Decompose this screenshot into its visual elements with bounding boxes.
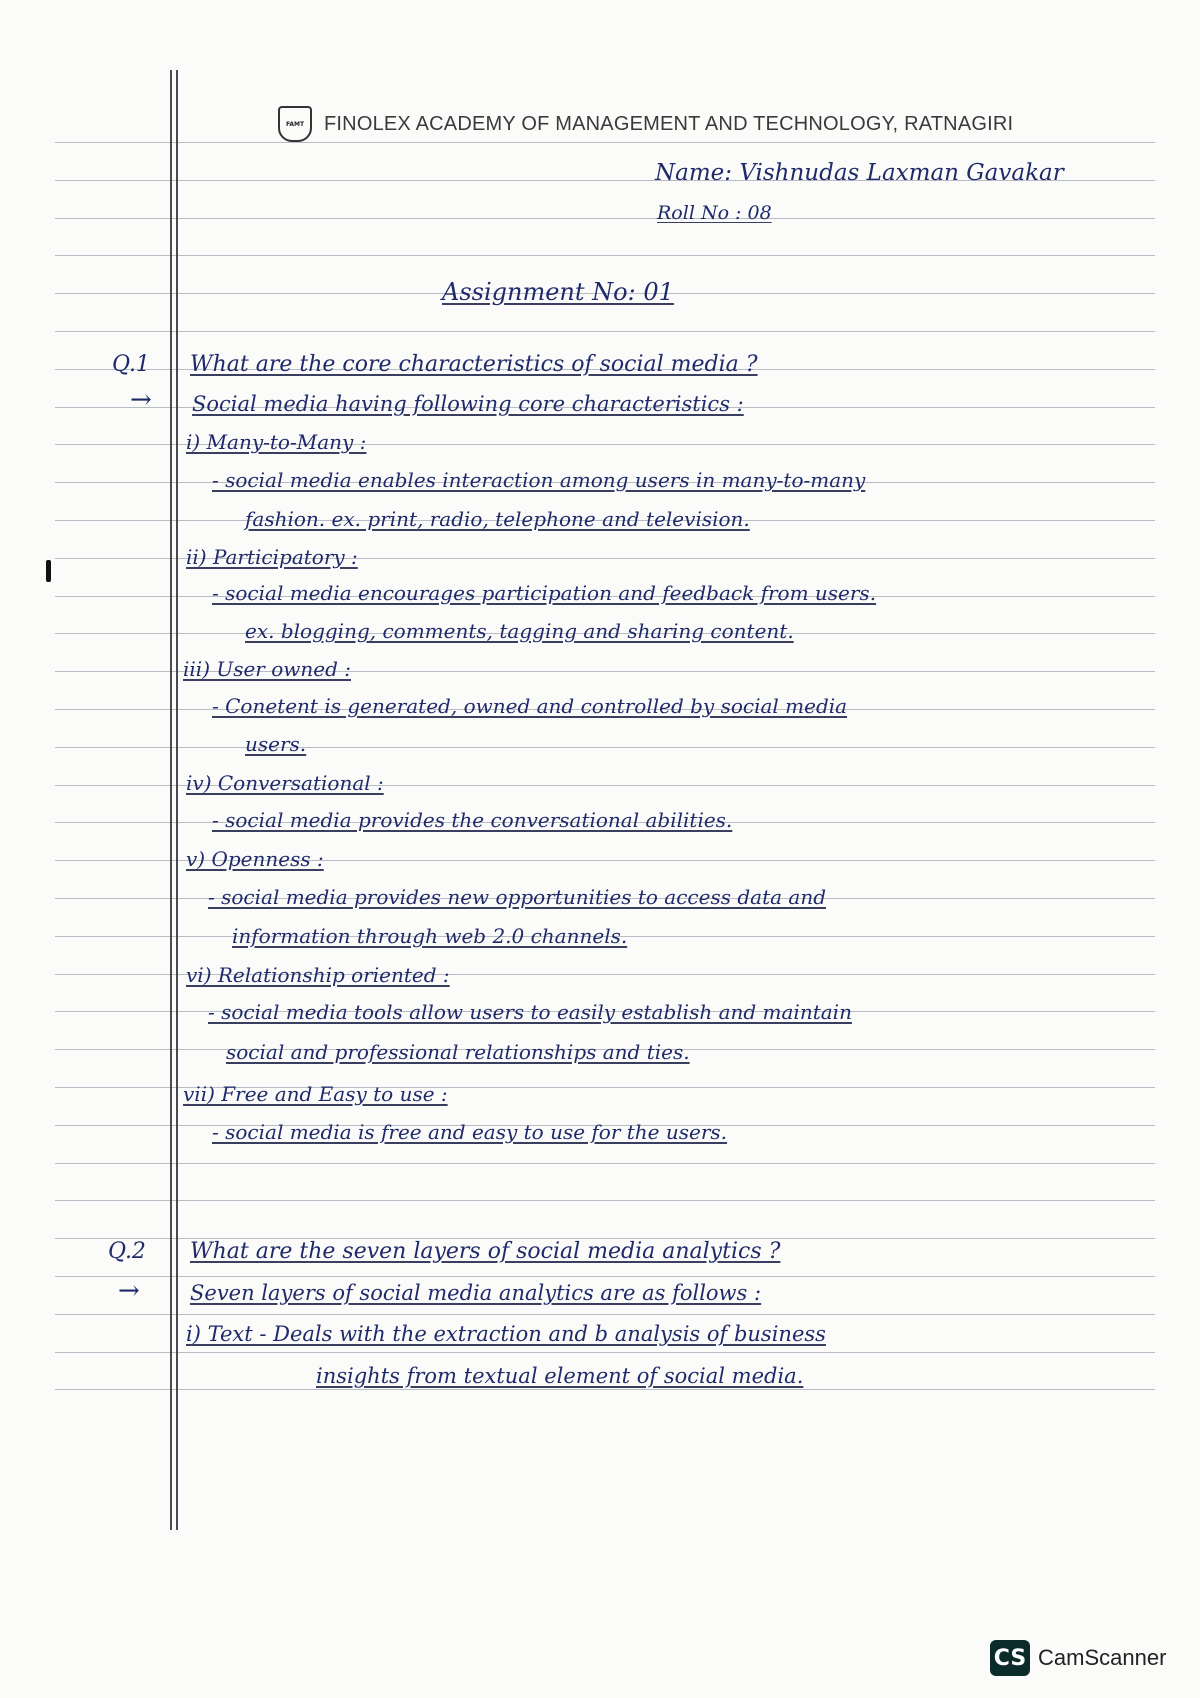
item-line: insights from textual element of social media. (316, 1364, 804, 1388)
ruled-line (55, 331, 1155, 332)
student-name: Name: Vishnudas Laxman Gavakar (655, 160, 1064, 186)
institute-name: FINOLEX ACADEMY OF MANAGEMENT AND TECHNOLOGY, RATNAGIRI (324, 112, 1014, 135)
item-line: - social media provides new opportunities to access data and (208, 885, 826, 909)
item-line: - social media tools allow users to easily establish and maintain (208, 1000, 852, 1024)
ruled-line (55, 142, 1155, 143)
question-number: Q.1 (112, 352, 150, 377)
margin-line (176, 70, 178, 1530)
ruled-line (55, 1389, 1155, 1390)
institute-logo-icon: FAMT (278, 106, 312, 142)
item-heading: v) Openness : (186, 847, 324, 871)
margin-line (170, 70, 172, 1530)
item-heading: iv) Conversational : (186, 771, 384, 795)
item-line: social and professional relationships and ties. (226, 1040, 690, 1064)
ruled-line (55, 747, 1155, 748)
punch-hole (46, 560, 51, 582)
camscanner-watermark (990, 1640, 1166, 1676)
answer-arrow: → (130, 385, 152, 415)
institute-header (278, 106, 1013, 142)
item-line: - social media enables interaction among users in many-to-many (212, 468, 866, 492)
ruled-line (55, 255, 1155, 256)
item-line: - Conetent is generated, owned and controlled by social media (212, 694, 848, 718)
ruled-line (55, 1314, 1155, 1315)
item-line: - social media is free and easy to use for the users. (212, 1120, 728, 1144)
ruled-line (55, 1352, 1155, 1353)
item-heading: ii) Participatory : (186, 545, 358, 569)
item-line: - social media provides the conversational abilities. (212, 808, 733, 832)
ruled-line (55, 1200, 1155, 1201)
answer-intro: Social media having following core characteristics : (192, 392, 744, 416)
question-number: Q.2 (108, 1239, 146, 1264)
item-line: i) Text - Deals with the extraction and b analysis of business (186, 1322, 826, 1346)
ruled-line (55, 1276, 1155, 1277)
item-line: fashion. ex. print, radio, telephone and television. (245, 507, 750, 531)
item-line: - social media encourages participation and feedback from users. (212, 581, 877, 605)
camscanner-logo-icon: CS (990, 1640, 1030, 1676)
item-line: ex. blogging, comments, tagging and sharing content. (245, 619, 794, 643)
question-text: What are the core characteristics of social media ? (190, 352, 758, 377)
camscanner-label: CamScanner (1038, 1645, 1167, 1670)
answer-arrow: → (118, 1276, 140, 1306)
roll-number: Roll No : 08 (657, 202, 772, 224)
item-line: information through web 2.0 channels. (232, 924, 628, 948)
item-heading: vii) Free and Easy to use : (183, 1082, 448, 1106)
item-heading: iii) User owned : (183, 657, 351, 681)
answer-intro: Seven layers of social media analytics are as follows : (190, 1281, 762, 1305)
assignment-title: Assignment No: 01 (442, 278, 674, 306)
question-text: What are the seven layers of social media analytics ? (190, 1239, 781, 1264)
item-line: users. (245, 732, 307, 756)
ruled-line (55, 1163, 1155, 1164)
item-heading: vi) Relationship oriented : (186, 963, 450, 987)
ruled-line (55, 218, 1155, 219)
item-heading: i) Many-to-Many : (186, 430, 367, 454)
